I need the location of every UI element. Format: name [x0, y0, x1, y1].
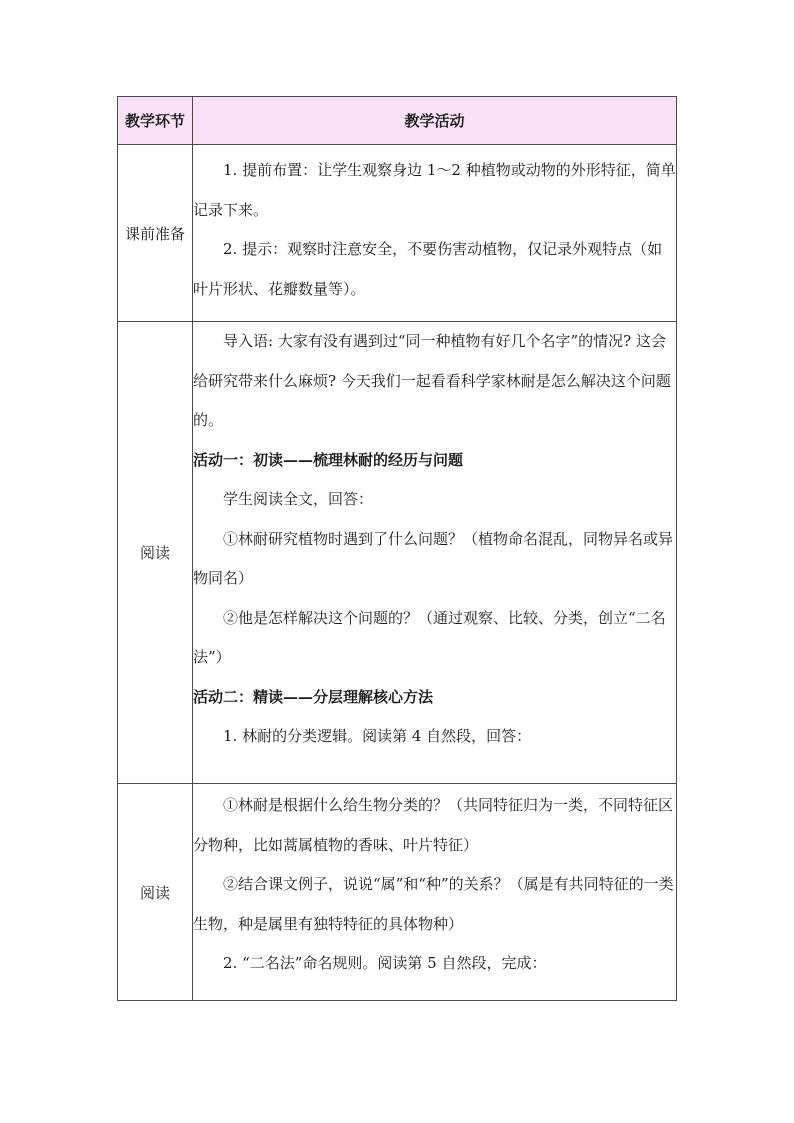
- paragraph: 学生阅读全文，回答：: [223, 490, 374, 508]
- paragraph: ①林耐研究植物时遇到了什么问题？（植物命名混乱，同物异名或异物同名）: [193, 529, 674, 587]
- activity-heading: 活动一：初读——梳理林耐的经历与问题: [193, 450, 464, 469]
- row-content: [193, 145, 677, 322]
- activity-heading: 活动二：精读——分层理解核心方法: [193, 687, 434, 706]
- header-stage: 教学环节: [118, 97, 193, 145]
- paragraph: ②结合课文例子，说说“属”和“种”的关系？（属是有共同特征的一类生物，种是属里有独特特征的具体物种）: [193, 875, 674, 933]
- table-row-preparation: [118, 145, 677, 322]
- row-label: 课前准备: [118, 145, 193, 322]
- row-content: [193, 784, 677, 1001]
- row-label: 阅读: [118, 322, 193, 784]
- paragraph: 导入语: 大家有没有遇到过“同一种植物有好几个名字”的情况? 这会给研究带来什么麻烦? 今天我们一起看看科学家林耐是怎么解决这个问题的。: [193, 332, 671, 429]
- row-label: 阅读: [118, 784, 193, 1001]
- paragraph: 2. 提示：观察时注意安全，不要伤害动植物，仅记录外观特点（如叶片形状、花瓣数量等）。: [193, 240, 663, 298]
- paragraph: 2. “二名法”命名规则。阅读第 5 自然段，完成：: [223, 954, 547, 972]
- table-row-reading: [118, 784, 677, 1001]
- header-activity: 教学活动: [193, 97, 677, 145]
- table-header-row: [118, 97, 677, 145]
- table-row-reading: [118, 322, 677, 784]
- paragraph: 1. 林耐的分类逻辑。阅读第 4 自然段，回答：: [223, 727, 532, 745]
- row-content: [193, 322, 677, 784]
- lesson-plan-table: [117, 96, 677, 1001]
- paragraph: ①林耐是根据什么给生物分类的？（共同特征归为一类，不同特征区分物种，比如蒿属植物的香味、叶片特征）: [193, 796, 674, 854]
- paragraph: ②他是怎样解决这个问题的？（通过观察、比较、分类，创立“二名法”）: [193, 608, 666, 666]
- paragraph: 1. 提前布置：让学生观察身边 1～2 种植物或动物的外形特征，简单记录下来。: [193, 161, 676, 219]
